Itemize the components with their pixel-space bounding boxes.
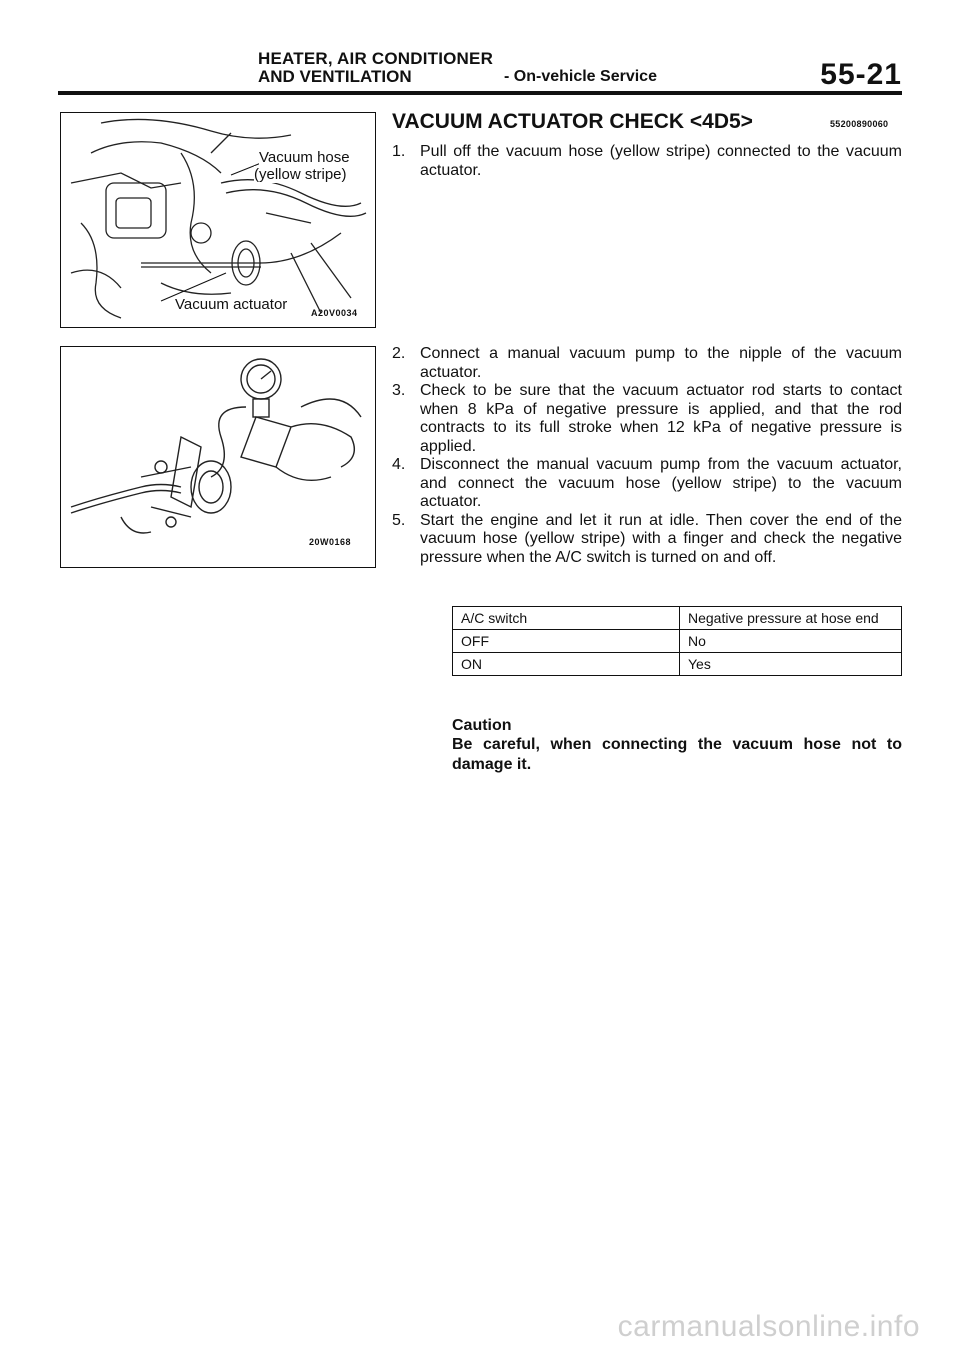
figure-vacuum-actuator-location	[60, 112, 376, 328]
callout-vacuum-hose: Vacuum hose	[259, 149, 350, 166]
watermark: carmanualsonline.info	[617, 1310, 920, 1343]
table-cell: Yes	[680, 653, 902, 676]
chapter-title-line2: AND VENTILATION	[258, 67, 412, 86]
table-header-row	[453, 607, 902, 630]
step-text: Disconnect the manual vacuum pump from the vacuum actuator, and connect the vacuum hose (yellow stripe) to the vacuum actuator.	[420, 456, 902, 510]
figure-code: A20V0034	[311, 308, 358, 318]
subsection-title: - On-vehicle Service	[504, 68, 657, 85]
step-number: 1.	[392, 143, 406, 160]
table-cell: No	[680, 630, 902, 653]
header-rule	[58, 91, 902, 95]
callout-vacuum-hose-stripe: (yellow stripe)	[254, 166, 347, 183]
figure-vacuum-pump-test	[60, 346, 376, 568]
step-text: Check to be sure that the vacuum actuator rod starts to contact when 8 kPa of negative pressure is applied, and that the rod contracts to its full stroke when 12 kPa of negative pressure is applied.	[420, 382, 902, 455]
section-code: 55200890060	[830, 119, 889, 129]
ac-switch-pressure-table	[452, 606, 902, 676]
caution-heading: Caution	[452, 717, 512, 734]
step-number: 5.	[392, 511, 406, 529]
section-title: VACUUM ACTUATOR CHECK <4D5>	[392, 110, 753, 133]
table-cell: ON	[453, 653, 680, 676]
chapter-title-line1: HEATER, AIR CONDITIONER	[258, 49, 494, 68]
table-cell: OFF	[453, 630, 680, 653]
table-row	[453, 653, 902, 676]
table-row	[453, 630, 902, 653]
step-number: 2.	[392, 345, 406, 362]
vacuum-pump-illustration	[61, 347, 375, 567]
callout-vacuum-actuator: Vacuum actuator	[175, 296, 288, 313]
step-number: 3.	[392, 382, 406, 399]
step-text: Connect a manual vacuum pump to the nipple of the vacuum actuator.	[420, 345, 902, 381]
procedure-step-1	[392, 143, 902, 180]
step-text: Pull off the vacuum hose (yellow stripe) connected to the vacuum actuator.	[420, 143, 902, 179]
procedure-steps-2-5	[392, 345, 902, 567]
figure-code: 20W0168	[309, 537, 352, 547]
step-text: Start the engine and let it run at idle. Then cover the end of the vacuum hose (yellow stripe) with a finger and check the negative pressure when the A/C switch is turned on and off.	[420, 511, 902, 566]
table-header-cell: Negative pressure at hose end	[680, 607, 902, 630]
table-header-cell: A/C switch	[453, 607, 680, 630]
caution-text: Be careful, when connecting the vacuum hose not to damage it.	[452, 736, 902, 773]
page-number: 55-21	[820, 58, 902, 91]
step-number: 4.	[392, 456, 406, 473]
engine-bay-illustration	[61, 113, 375, 327]
